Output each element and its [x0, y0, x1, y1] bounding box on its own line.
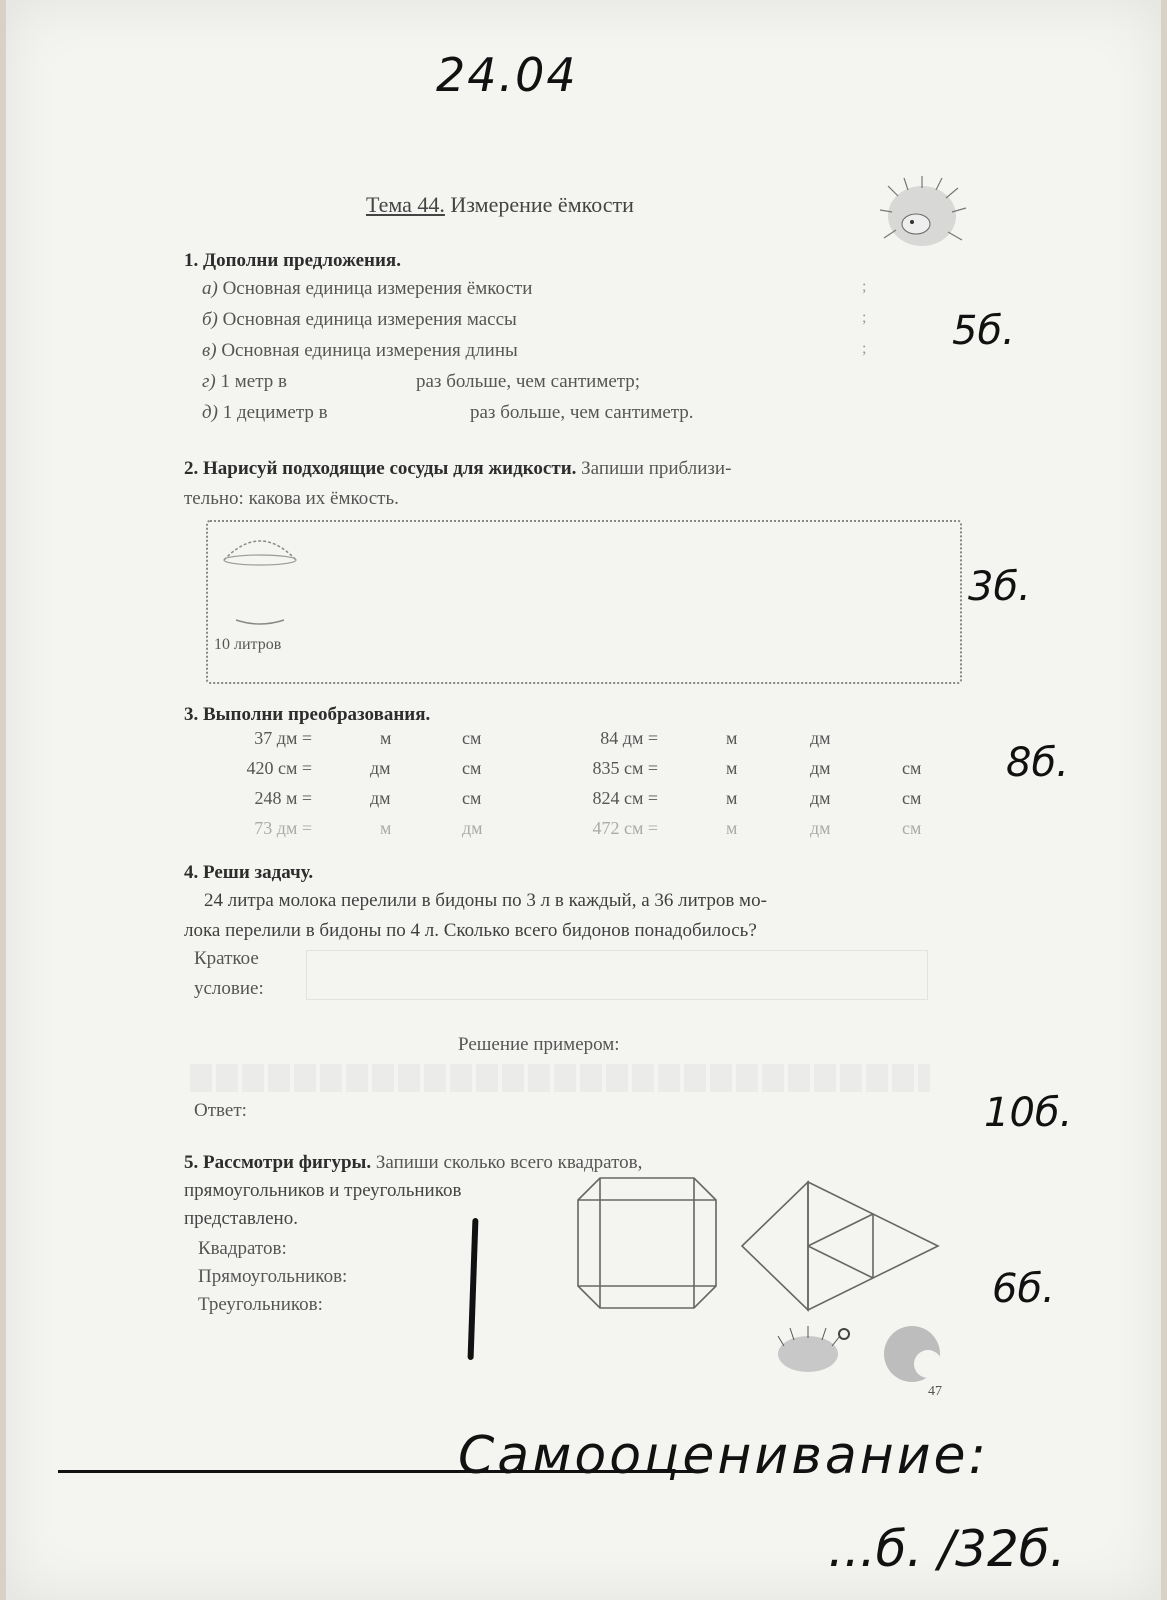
topic-name: Измерение ёмкости: [444, 192, 634, 217]
page-title: [366, 192, 634, 218]
task2-text2: тельно: какова их ёмкость.: [184, 488, 399, 509]
task2-score: 3б.: [968, 564, 1031, 610]
task1-header: 1. Дополни предложения.: [184, 250, 401, 271]
task3-header: 3. Выполни преобразования.: [184, 704, 431, 725]
triangle-figure: [738, 1178, 948, 1314]
task5-text3: представлено.: [184, 1208, 298, 1229]
worksheet-page: 24.04 Тема 44. Измерение ёмкости 1. Дополни предложения. а) Основная единица измерения ёмкости ; б) Основная единица измерения массы ; в) Основная единица измерения длины ; г) 1 метр в раз больше, чем сантиметр; д) 1 дециметр в раз больше, чем сантиметр. 5б. 2. Нарисуй подходящие сосуды для жидкости. Запиши приблизи- тельно: какова их ёмкость. 10 литров 3б. 3. Выполни преобразования. 37 дм = м см 84 дм = м дм 420 см = дм см 835 см = м дм см 248 м = дм см 824 см = м дм см 73 дм = м дм 472 см = м дм см 8б. 4. Реши задачу. 24 литра молока перелили в бидоны по 3 л в каждый, а 36 литров мо- лока перелили в бидоны по 4 л. Сколько всего бидонов понадобилось? Краткое условие: Решение примером: Ответ: 10б. 5. Рассмотри фигуры. Запиши сколько всего квадратов, прямоугольников и треугольников представлено. Квадратов: Прямоугольников: Треугольников: 6б. 47 Самооценивание: ...б. /32б.: [6, 0, 1161, 1600]
short-condition-1: Краткое: [194, 948, 259, 969]
answer-label: Ответ:: [194, 1100, 247, 1121]
task1-score: 5б.: [952, 308, 1015, 354]
square-figure: [572, 1174, 722, 1314]
task4-problem-1: 24 литра молока перелили в бидоны по 3 л в каждый, а 36 литров мо-: [204, 890, 767, 911]
task4-header: 4. Реши задачу.: [184, 862, 314, 883]
task5-text2: прямоугольников и треугольников: [184, 1180, 462, 1201]
task1-line-v: в) Основная единица измерения длины: [202, 340, 518, 361]
task5-text: 5. Рассмотри фигуры. Запиши сколько всего квадратов,: [184, 1152, 643, 1173]
horizontal-divider: [58, 1470, 698, 1473]
total-score: ...б. /32б.: [828, 1520, 1066, 1578]
small-hedgehog-icon: [774, 1326, 854, 1376]
task5-score: 6б.: [992, 1266, 1055, 1312]
topic-number: Тема 44.: [366, 192, 445, 217]
triangles-label: Треугольников:: [198, 1294, 323, 1315]
page-number: 47: [928, 1384, 942, 1399]
task1-line-b: б) Основная единица измерения массы: [202, 309, 517, 330]
solution-label: Решение примером:: [458, 1034, 620, 1055]
task2-header: 2. Нарисуй подходящие сосуды для жидкости.: [184, 458, 577, 479]
task1-line-a: а) Основная единица измерения ёмкости: [202, 278, 533, 299]
short-condition-2: условие:: [194, 978, 264, 999]
rectangles-label: Прямоугольников:: [198, 1266, 348, 1287]
task5-header: 5. Рассмотри фигуры.: [184, 1152, 372, 1173]
pot-icon: [216, 528, 306, 633]
handwritten-date: 24.04: [436, 48, 578, 102]
self-evaluation-label: Самооценивание:: [458, 1426, 990, 1486]
handwritten-vertical-line: [468, 1218, 479, 1360]
task2-text: 2. Нарисуй подходящие сосуды для жидкости. Запиши приблизи-: [184, 458, 732, 479]
hedgehog-corner-icon: [876, 1322, 946, 1384]
task1-line-d-end: раз больше, чем сантиметр.: [470, 402, 694, 423]
task1-line-d: д) 1 дециметр в: [202, 402, 328, 423]
task3-score: 8б.: [1006, 740, 1069, 786]
squares-label: Квадратов:: [198, 1238, 287, 1259]
hedgehog-icon: [878, 176, 968, 256]
solution-cells: [190, 1064, 930, 1092]
condition-field: [306, 950, 928, 1000]
task1-line-g-end: раз больше, чем сантиметр;: [416, 371, 641, 392]
task4-problem-2: лока перелили в бидоны по 4 л. Сколько всего бидонов понадобилось?: [184, 920, 757, 941]
vessel-label: 10 литров: [214, 636, 282, 653]
task1-line-g: г) 1 метр в: [202, 371, 287, 392]
drawing-box: [206, 520, 962, 684]
task4-score: 10б.: [984, 1090, 1073, 1136]
